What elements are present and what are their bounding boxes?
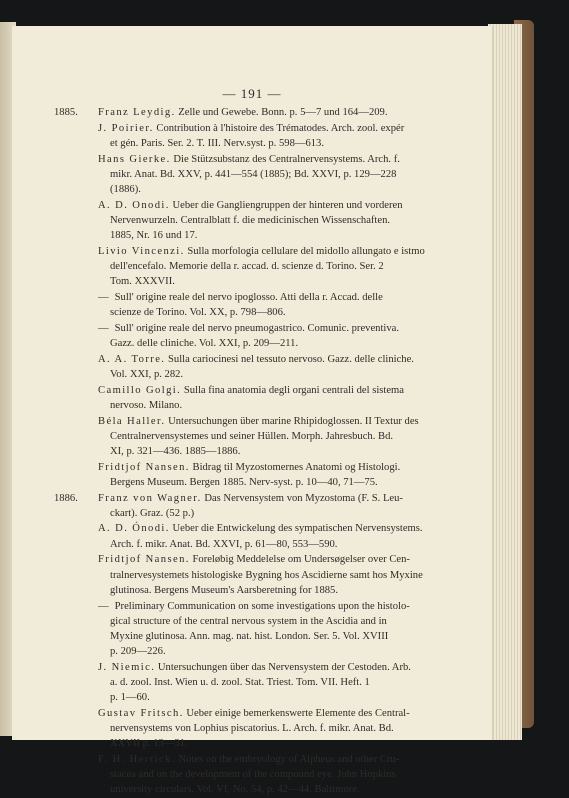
entry-text: Sulla fina anatomia degli organi centrali del sistema <box>183 384 404 396</box>
entry-text: Bidrag til Myzostomernes Anatomi og Histologi. <box>192 461 401 473</box>
entry-line <box>98 152 476 167</box>
entry-line <box>98 475 476 490</box>
entry-text: et gén. Paris. Ser. 2. T. III. Nerv.syst. p. 598—613. <box>110 137 325 149</box>
entry-line <box>98 414 476 429</box>
entry-author: Camillo Golgi. <box>98 384 182 396</box>
entry-author: Franz von Wagner. <box>98 492 202 504</box>
entry-line <box>98 429 476 444</box>
bibliography-entry <box>54 552 476 598</box>
entry-author: J. Niemic. <box>98 661 156 673</box>
entry-author: Franz Leydig. <box>98 107 176 118</box>
bibliography-entry <box>54 383 476 413</box>
entry-year: 1885. <box>54 107 78 118</box>
entry-author: Béla Haller. <box>98 415 166 427</box>
entry-line <box>98 167 476 182</box>
entry-text: Foreløbig Meddelelse om Undersøgelser over Cen- <box>192 554 410 566</box>
bibliography-entry <box>54 660 476 706</box>
entry-line <box>98 274 476 289</box>
entry-author: A. D. Onodi. <box>98 199 170 211</box>
entry-line <box>98 690 476 705</box>
entry-line <box>98 736 476 751</box>
entry-text: XXVII p. 13—31. <box>110 738 188 750</box>
entry-line <box>98 444 476 459</box>
entry-line <box>98 244 476 259</box>
entry-line <box>98 228 476 243</box>
entry-text: Sulla morfologia cellulare del midollo allungato e istmo <box>187 245 425 257</box>
entry-author: A. A. Torre. <box>98 353 166 365</box>
entry-author: Gustav Fritsch. <box>98 707 184 719</box>
entry-author: Livio Vincenzi. <box>98 245 185 257</box>
entry-text: Ueber die Entwickelung des sympatischen Nervensystems. <box>172 523 423 535</box>
entry-line <box>98 121 476 136</box>
entry-text: XI, p. 321—436. 1885—1886. <box>110 445 241 457</box>
entry-text: Myxine glutinosa. Ann. mag. nat. hist. London. Ser. 5. Vol. XVIII <box>110 630 389 642</box>
entry-text: Tom. XXXVII. <box>110 276 175 288</box>
entry-text: glutinosa. Bergens Museum's Aarsberetning for 1885. <box>110 584 338 596</box>
page-stack-edge <box>488 24 522 740</box>
entry-line <box>98 537 476 552</box>
entry-text: mikr. Anat. Bd. XXV, p. 441—554 (1885); Bd. XXVI, p. 129—228 <box>110 168 397 180</box>
entry-line <box>98 721 476 736</box>
entry-line <box>98 460 476 475</box>
entry-line <box>98 336 476 351</box>
entry-author: — <box>98 322 109 334</box>
entry-text: p. 209—226. <box>110 646 166 658</box>
entry-line <box>98 782 476 797</box>
bibliography-entry <box>54 152 476 198</box>
bibliography-entry <box>54 414 476 460</box>
entry-line <box>98 290 476 305</box>
entry-text: Vol. XXI, p. 282. <box>110 368 184 380</box>
entry-text: Arch. f. mikr. Anat. Bd. XXVI, p. 61—80, 553—590. <box>110 538 338 550</box>
entry-line <box>98 552 476 567</box>
entry-line <box>98 198 476 213</box>
bibliography-entry <box>54 491 476 521</box>
entry-line <box>98 321 476 336</box>
entry-line <box>98 675 476 690</box>
entry-text: stacea and on the development of the compound eye. John Hopkins <box>110 769 396 781</box>
bibliography-entry <box>54 599 476 660</box>
entry-line <box>98 583 476 598</box>
entry-author: — <box>98 291 109 303</box>
entry-line <box>98 506 476 521</box>
entry-line <box>98 367 476 382</box>
entry-text: Die Stützsubstanz des Centralnervensystems. Arch. f. <box>173 153 400 165</box>
entry-line <box>98 568 476 583</box>
entry-line <box>98 105 476 120</box>
entry-text: Bergens Museum. Bergen 1885. Nerv-syst. p. 10—40, 71—75. <box>110 476 378 488</box>
entry-line <box>98 644 476 659</box>
entry-text: Sull' origine reale del nervo pneumogastrico. Comunic. preventiva. <box>114 322 399 334</box>
entry-author: — <box>98 600 109 612</box>
entry-author: A. D. Ónodi. <box>98 523 170 535</box>
entry-text: gical structure of the central nervous system in the Ascidia and in <box>110 615 387 627</box>
entry-line <box>98 383 476 398</box>
entry-line <box>98 182 476 197</box>
entry-text: Centralnervensystemes und seiner Hüllen. Morph. Jahresbuch. Bd. <box>110 430 394 442</box>
page-number: — 191 — <box>222 86 282 101</box>
bibliography-entry <box>54 706 476 752</box>
entry-line <box>98 767 476 782</box>
entry-text: Sulla cariocinesi nel tessuto nervoso. Gazz. delle cliniche. <box>168 353 414 365</box>
entry-text: Untersuchungen über marine Rhipidoglossen. II Textur des <box>168 415 419 427</box>
entry-author: J. Poirier. <box>98 122 154 134</box>
bibliography-entry <box>54 521 476 551</box>
entry-text: Contribution à l'histoire des Trématodes. Arch. zool. expér <box>156 122 405 134</box>
entry-text: Zelle und Gewebe. Bonn. p. 5—7 und 164—209. <box>178 107 388 118</box>
entry-text: (1886). <box>110 184 141 196</box>
bibliography-entry <box>54 198 476 244</box>
entry-line <box>98 259 476 274</box>
entry-author: Fridtjof Nansen. <box>98 461 190 473</box>
entry-text: ckart). Graz. (52 p.) <box>110 507 195 519</box>
entry-text: Untersuchungen über das Nervensystem der Cestoden. Arb. <box>157 661 411 673</box>
entry-text: Ueber einige bemerkenswerte Elemente des Central- <box>186 707 410 719</box>
entry-line <box>98 660 476 675</box>
bibliography-entry <box>54 752 476 798</box>
entry-text: tralnervesystemets histologiske Bygning hos Ascidierne samt hos Myxine <box>110 569 423 581</box>
entry-text: p. 1—60. <box>110 692 150 704</box>
entry-author: Fridtjof Nansen. <box>98 554 190 566</box>
bibliography-entry <box>54 244 476 290</box>
entry-line <box>98 491 476 506</box>
entry-text: dell'encefalo. Memorie della r. accad. d. scienze d. Torino. Ser. 2 <box>110 261 384 273</box>
entry-author: F. H. Herrick. <box>98 754 176 766</box>
bibliography-entry <box>54 290 476 320</box>
entry-line <box>98 614 476 629</box>
entry-line <box>98 305 476 320</box>
entry-text: Gazz. delle cliniche. Vol. XXI, p. 209—211. <box>110 338 299 350</box>
entry-text: 1885, Nr. 16 und 17. <box>110 230 198 242</box>
entry-line <box>98 752 476 767</box>
entry-text: nervoso. Milano. <box>110 399 183 411</box>
entry-text: Nervenwurzeln. Centralblatt f. die medicinischen Wissenschaften. <box>110 214 391 226</box>
entry-text: Preliminary Communication on some investigations upon the histolo- <box>114 600 410 612</box>
entry-line <box>98 521 476 536</box>
entry-text: university circulars. Vol. VI, No. 54, p. 42—44. Baltimore. <box>110 784 360 796</box>
entry-line <box>98 706 476 721</box>
bibliography-entry <box>54 460 476 490</box>
book-page <box>12 26 492 796</box>
entry-line <box>98 629 476 644</box>
entry-text: Ueber die Gangliengruppen der hinteren und vorderen <box>172 199 403 211</box>
entry-year: 1886. <box>54 492 78 504</box>
entry-line <box>98 599 476 614</box>
bibliography-list <box>54 105 476 798</box>
entry-line <box>98 398 476 413</box>
bibliography-entry <box>54 321 476 351</box>
entry-text: Das Nervensystem von Myzostoma (F. S. Leu- <box>204 492 403 504</box>
bibliography-entry <box>54 105 476 120</box>
bibliography-entry <box>54 121 476 151</box>
entry-author: Hans Gierke. <box>98 153 171 165</box>
entry-text: nervensystems von Lophius piscatorius. L. Arch. f. mikr. Anat. Bd. <box>110 723 394 735</box>
entry-line <box>98 213 476 228</box>
entry-text: Sull' origine reale del nervo ipoglosso. Atti della r. Accad. delle <box>114 291 383 303</box>
bibliography-entry <box>54 352 476 382</box>
entry-line <box>98 352 476 367</box>
entry-line <box>98 136 476 151</box>
entry-text: Notes on the embryology of Alpheus and other Cru- <box>178 754 400 766</box>
entry-text: a. d. zool. Inst. Wien u. d. zool. Stat. Triest. Tom. VII. Heft. 1 <box>110 677 370 689</box>
entry-text: scienze de Torino. Vol. XX, p. 798—806. <box>110 307 286 319</box>
